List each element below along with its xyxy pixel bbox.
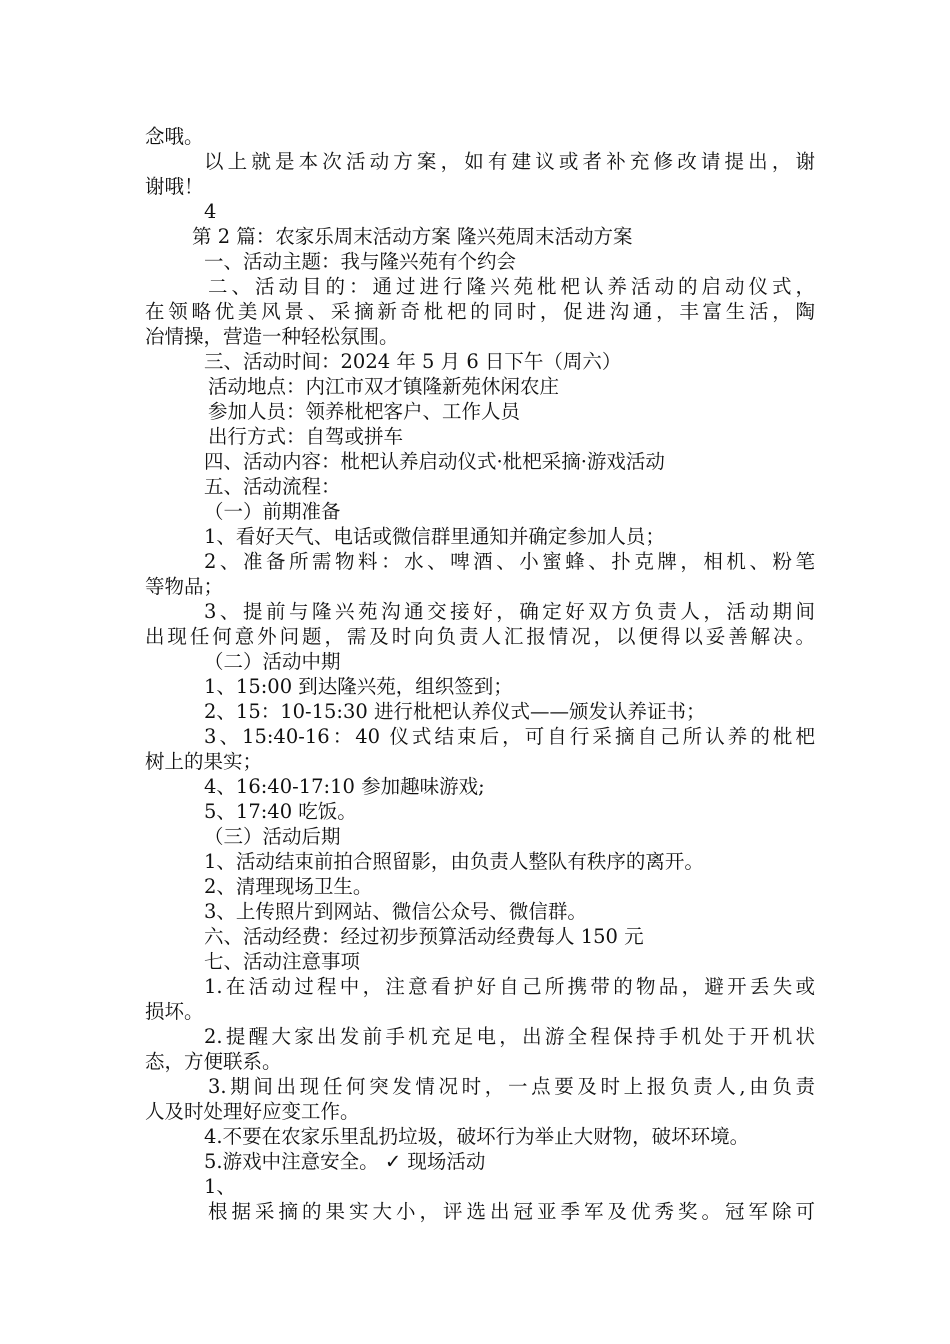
section-heading: 第 2 篇：农家乐周末活动方案 隆兴苑周末活动方案 [192, 225, 633, 248]
text-line: 态，方便联系。 [145, 1050, 282, 1073]
text-line: 五、活动流程： [204, 475, 341, 498]
text-line: 1、看好天气、电话或微信群里通知并确定参加人员； [204, 525, 665, 548]
text-line: 根据采摘的果实大小，评选出冠亚季军及优秀奖。冠军除可 [208, 1200, 815, 1223]
subsection-heading: （一）前期准备 [204, 500, 341, 523]
text-fragment: 5.游戏中注意安全。 [204, 1150, 379, 1173]
text-line: 在领略优美风景、采摘新奇枇杷的同时，促进沟通，丰富生活，陶 [145, 300, 815, 323]
text-line: 3、上传照片到网站、微信公众号、微信群。 [204, 900, 587, 923]
text-line: 树上的果实； [145, 750, 263, 773]
text-line: 1、15:00 到达隆兴苑，组织签到； [204, 675, 513, 698]
text-line [204, 1149, 815, 1174]
subsection-heading: （二）活动中期 [204, 650, 341, 673]
text-line: 1、活动结束前拍合照留影，由负责人整队有秩序的离开。 [204, 850, 704, 873]
checkmark-icon: ✓ [384, 1150, 402, 1173]
text-fragment: 现场活动 [407, 1150, 486, 1173]
text-line: 2.提醒大家出发前手机充足电，出游全程保持手机处于开机状 [204, 1025, 815, 1048]
text-line: 3、提前与隆兴苑沟通交接好，确定好双方负责人，活动期间 [204, 600, 815, 623]
text-line: 等物品； [145, 575, 224, 598]
text-line: 念哦。 [145, 125, 204, 148]
text-line: 以上就是本次活动方案，如有建议或者补充修改请提出，谢 [204, 150, 815, 173]
text-line: 1.在活动过程中，注意看护好自己所携带的物品，避开丢失或 [204, 975, 815, 998]
text-line: 一、活动主题：我与隆兴苑有个约会 [204, 250, 517, 273]
text-line: 六、活动经费：经过初步预算活动经费每人 150 元 [204, 925, 644, 948]
text-line: 谢哦！ [145, 175, 204, 198]
text-line: 1、 [204, 1175, 236, 1198]
page-number: 4 [204, 200, 217, 223]
text-line: 2、清理现场卫生。 [204, 875, 373, 898]
text-line: 4、16:40-17:10 参加趣味游戏; [204, 775, 485, 798]
text-line: 出行方式：自驾或拼车 [208, 425, 404, 448]
text-line: 出现任何意外问题，需及时向负责人汇报情况，以便得以妥善解决。 [145, 625, 815, 648]
text-line: 3.期间出现任何突发情况时，一点要及时上报负责人,由负责 [208, 1075, 815, 1098]
text-line: 2、15：10-15:30 进行枇杷认养仪式——颁发认养证书； [204, 700, 706, 723]
text-line: 活动地点：内江市双才镇隆新苑休闲农庄 [208, 375, 560, 398]
subsection-heading: （三）活动后期 [204, 825, 341, 848]
text-line: 参加人员：领养枇杷客户、工作人员 [208, 400, 521, 423]
text-line: 4.不要在农家乐里乱扔垃圾，破坏行为举止大财物，破坏环境。 [204, 1125, 750, 1148]
text-line: 5、17:40 吃饭。 [204, 800, 357, 823]
text-line: 3、15:40-16：40 仪式结束后，可自行采摘自己所认养的枇杷 [204, 725, 815, 748]
text-line: 损坏。 [145, 1000, 204, 1023]
text-line: 二、活动目的：通过进行隆兴苑枇杷认养活动的启动仪式， [208, 275, 815, 298]
text-line: 七、活动注意事项 [204, 950, 361, 973]
text-line: 冶情操，营造一种轻松氛围。 [145, 325, 399, 348]
text-line: 2、准备所需物料：水、啤酒、小蜜蜂、扑克牌，相机、粉笔 [204, 550, 815, 573]
text-line: 人及时处理好应变工作。 [145, 1100, 360, 1123]
text-line: 三、活动时间：2024 年 5 月 6 日下午（周六） [204, 350, 622, 373]
text-line: 四、活动内容：枇杷认养启动仪式·枇杷采摘·游戏活动 [204, 450, 665, 473]
